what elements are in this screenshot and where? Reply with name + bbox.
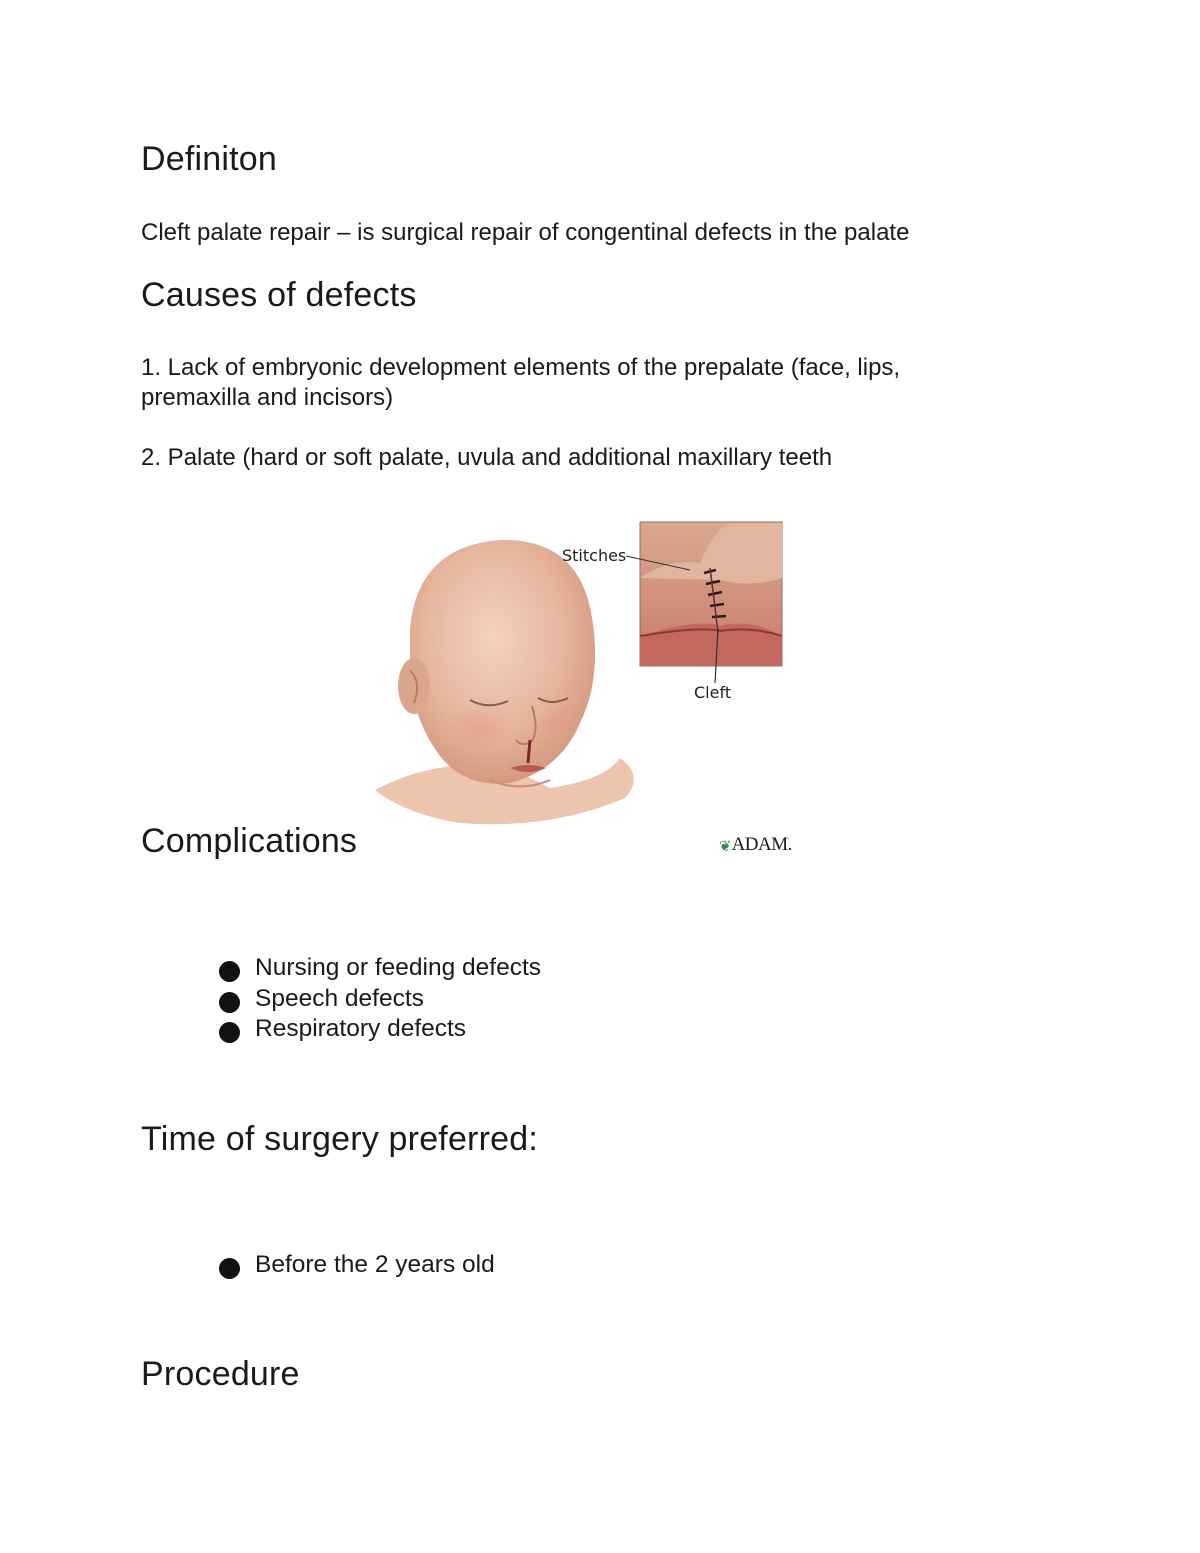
complications-list	[219, 953, 541, 1045]
adam-logo	[719, 834, 792, 856]
procedure-heading: Procedure	[141, 1355, 300, 1393]
list-item	[219, 1014, 541, 1045]
list-item-text: Before the 2 years old	[255, 1251, 495, 1278]
definition-heading: Definiton	[141, 140, 277, 178]
list-item	[219, 953, 541, 984]
causes-item-2: 2. Palate (hard or soft palate, uvula and additional maxillary teeth	[141, 444, 833, 471]
list-item-text: Nursing or feeding defects	[255, 954, 541, 981]
list-item-text: Speech defects	[255, 984, 424, 1012]
causes-item-1-line-2: premaxilla and incisors)	[141, 384, 394, 411]
causes-item-1-line-1: 1. Lack of embryonic development elements of the prepalate (face, lips,	[141, 354, 901, 381]
adam-logo-text: ADAM.	[731, 834, 792, 855]
list-item-text: Respiratory defects	[255, 1015, 467, 1042]
bullet-icon	[219, 961, 240, 982]
bullet-icon	[219, 1258, 240, 1279]
adam-leaf-icon: ❦	[719, 837, 732, 855]
bullet-icon	[219, 1022, 240, 1043]
cleft-repair-illustration	[370, 518, 820, 838]
list-item	[219, 1250, 495, 1281]
time-heading: Time of surgery preferred:	[141, 1120, 538, 1158]
causes-heading: Causes of defects	[141, 276, 417, 314]
time-list	[219, 1250, 495, 1281]
complications-heading: Complications	[141, 822, 358, 860]
definition-text: Cleft palate repair – is surgical repair of congentinal defects in the palate	[141, 219, 910, 246]
infant-cleft-illustration	[370, 518, 820, 838]
bullet-icon	[219, 992, 240, 1013]
cleft-label: Cleft	[694, 683, 732, 702]
list-item	[219, 984, 541, 1015]
stitches-label: Stitches	[562, 546, 627, 565]
